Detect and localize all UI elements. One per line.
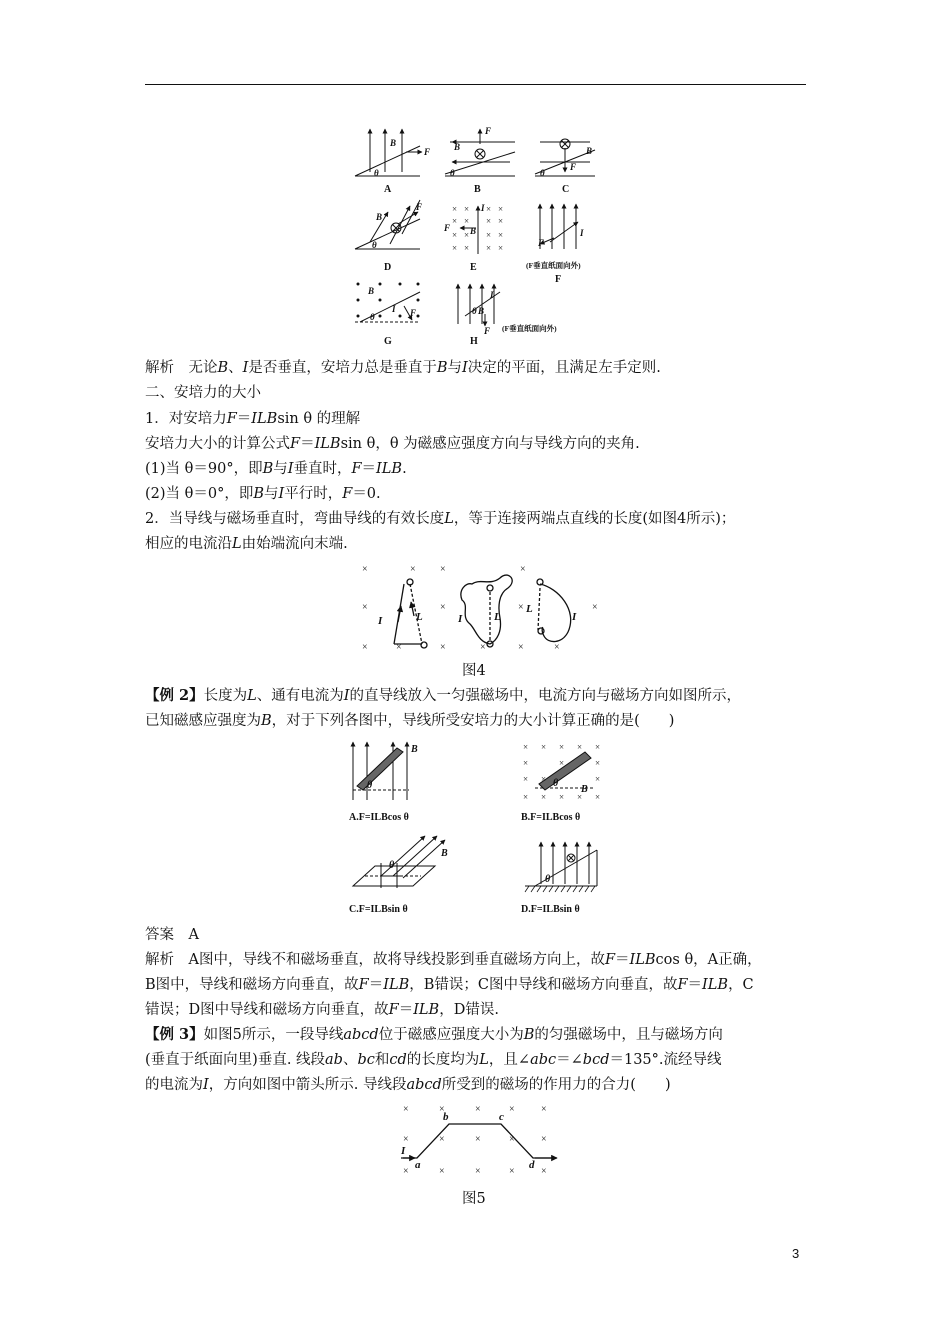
label-b: B <box>474 184 481 195</box>
letter-i-e: I <box>481 203 485 213</box>
svg-text:×: × <box>396 642 402 653</box>
fig4-l-1: L <box>416 611 423 623</box>
svg-text:×: × <box>452 230 458 240</box>
letter-b-h: B <box>478 306 485 316</box>
svg-text:×: × <box>595 792 601 802</box>
letter-theta-h: θ <box>472 306 477 316</box>
option-c-b-letter: B <box>441 848 448 859</box>
example-3-line-1: 【例 3】如图5所示，一段导线abcd位于磁感应强度大小为B的匀强磁场中，且与磁场方向 <box>145 1026 723 1043</box>
svg-text:×: × <box>595 774 601 784</box>
label-a: A <box>384 184 392 195</box>
svg-text:×: × <box>523 758 529 768</box>
svg-text:×: × <box>403 1104 409 1115</box>
letter-b-a: B <box>390 138 397 148</box>
example-2-line-2: 已知磁感应强度为B，对于下列各图中，导线所受安培力的大小计算正确的是( ) <box>145 713 675 729</box>
svg-text:×: × <box>498 230 504 240</box>
letter-b-g: B <box>368 286 375 296</box>
svg-text:×: × <box>439 1104 445 1115</box>
letter-f-e: F <box>444 223 451 233</box>
fig5-c: c <box>499 1111 504 1123</box>
letter-theta-a: θ <box>374 168 379 178</box>
svg-text:×: × <box>541 774 547 784</box>
svg-text:×: × <box>439 1134 445 1145</box>
fig5-caption: 图5 <box>462 1191 486 1207</box>
panel-f <box>540 204 578 249</box>
svg-text:×: × <box>559 742 565 752</box>
panel-d <box>355 200 423 249</box>
fig4-l-2: L <box>494 611 501 623</box>
item-2-line-1: 2．当导线与磁场垂直时，弯曲导线的有效长度L，等于连接两端点直线的长度(如图4所示)； <box>145 511 736 527</box>
svg-text:×: × <box>440 642 446 653</box>
note-h: (F垂直纸面向外) <box>502 324 557 333</box>
svg-text:×: × <box>486 216 492 226</box>
svg-text:×: × <box>509 1166 515 1177</box>
svg-text:×: × <box>523 792 529 802</box>
formula-line: 安培力大小的计算公式F＝ILBsin θ，θ 为磁感应强度方向与导线方向的夹角. <box>145 436 640 452</box>
svg-text:×: × <box>541 792 547 802</box>
label-d: D <box>384 262 392 273</box>
fig4-wavy-wire <box>461 575 512 644</box>
letter-i-f: I <box>580 228 584 238</box>
svg-text:×: × <box>595 758 601 768</box>
fig5-d: d <box>529 1159 535 1171</box>
letter-f-b: F <box>485 126 492 136</box>
note-f: (F垂直纸面向外) <box>526 261 581 270</box>
option-a-b-letter: B <box>411 744 418 755</box>
header-rule <box>145 84 806 85</box>
figure-options-svg <box>345 738 615 918</box>
figure-5-svg <box>395 1100 565 1180</box>
letter-theta-g: θ <box>370 312 375 322</box>
option-d-label: D.F=ILBsin θ <box>521 904 580 915</box>
fig4-caption: 图4 <box>462 663 486 679</box>
svg-text:×: × <box>498 243 504 253</box>
svg-text:×: × <box>518 602 524 613</box>
letter-f-h: F <box>484 326 491 336</box>
svg-text:×: × <box>452 243 458 253</box>
option-b-label: B.F=ILBcos θ <box>521 812 581 823</box>
panel-b <box>445 129 515 176</box>
option-d-theta: θ <box>545 874 551 885</box>
example-3-line-2: (垂直于纸面向里)垂直. 线段ab、bc和cd的长度均为L，且∠abc＝∠bcd＝135°.流经导线 <box>145 1052 722 1068</box>
svg-text:×: × <box>509 1134 515 1145</box>
svg-text:×: × <box>440 602 446 613</box>
letter-f-d: F <box>416 202 423 212</box>
fig4-l-3: L <box>526 603 533 615</box>
svg-text:×: × <box>403 1166 409 1177</box>
analysis-2-line-1: 解析 A图中，导线不和磁场垂直，故将导线投影到垂直磁场方向上，故F＝ILBcos θ，A正确， <box>145 952 762 968</box>
option-a-label: A.F=ILBcos θ <box>349 812 409 823</box>
option-b-theta: θ <box>553 778 559 789</box>
option-a-diagram <box>353 742 409 800</box>
figure-force-directions <box>340 124 600 349</box>
letter-b-e: B <box>470 226 477 236</box>
svg-text:×: × <box>541 1104 547 1115</box>
svg-text:×: × <box>362 642 368 653</box>
letter-b-b: B <box>454 142 461 152</box>
item-1: 1．对安培力F＝ILBsin θ 的理解 <box>145 411 361 427</box>
analysis-2-line-2: B图中，导线和磁场方向垂直，故F＝ILB，B错误；C图中导线和磁场方向垂直，故F＝ILB，C <box>145 977 754 993</box>
svg-text:×: × <box>439 1166 445 1177</box>
analysis-1: 解析 无论B、I是否垂直，安培力总是垂直于B与I决定的平面，且满足左手定则. <box>145 360 661 376</box>
svg-text:×: × <box>541 742 547 752</box>
option-c-diagram <box>353 836 445 888</box>
svg-text:×: × <box>541 1166 547 1177</box>
svg-text:×: × <box>362 564 368 575</box>
svg-text:×: × <box>452 216 458 226</box>
fig4-curved-wire <box>540 584 571 642</box>
letter-i-h: I <box>490 290 494 300</box>
option-a-theta: θ <box>367 780 373 791</box>
svg-text:×: × <box>486 243 492 253</box>
svg-text:×: × <box>362 602 368 613</box>
svg-text:×: × <box>520 564 526 575</box>
section-2-title: 二、安培力的大小 <box>145 385 261 401</box>
label-c: C <box>562 184 570 195</box>
item-2-line-2: 相应的电流沿L由始端流向末端. <box>145 536 348 552</box>
label-e: E <box>470 262 477 273</box>
svg-text:×: × <box>486 230 492 240</box>
svg-text:×: × <box>480 642 486 653</box>
figure-4-svg <box>358 560 598 655</box>
svg-text:×: × <box>464 230 470 240</box>
svg-text:×: × <box>559 758 565 768</box>
case-1: (1)当 θ＝90°，即B与I垂直时，F＝ILB. <box>145 461 407 477</box>
panel-h <box>458 284 500 326</box>
svg-text:×: × <box>509 1104 515 1115</box>
svg-text:×: × <box>577 742 583 752</box>
case-2: (2)当 θ＝0°，即B与I平行时，F＝0. <box>145 486 381 502</box>
fig5-i: I <box>401 1145 406 1157</box>
svg-text:×: × <box>498 216 504 226</box>
letter-theta-b: θ <box>450 168 455 178</box>
svg-text:×: × <box>498 204 504 214</box>
letter-f-f: F <box>538 238 545 248</box>
page-number: 3 <box>792 1246 800 1261</box>
panel-a <box>355 129 422 176</box>
example-3-line-3: 的电流为I，方向如图中箭头所示. 导线段abcd所受到的磁场的作用力的合力( ) <box>145 1077 671 1093</box>
fig5-b: b <box>443 1111 449 1123</box>
svg-text:×: × <box>595 742 601 752</box>
svg-text:×: × <box>577 792 583 802</box>
svg-text:×: × <box>475 1134 481 1145</box>
answer-line: 答案 A <box>145 927 199 943</box>
figure-5 <box>395 1100 565 1180</box>
option-b-b-letter: B <box>581 784 588 795</box>
option-c-theta: θ <box>389 860 395 871</box>
letter-theta-c: θ <box>540 168 545 178</box>
svg-text:×: × <box>403 1134 409 1145</box>
label-h: H <box>470 336 478 347</box>
letter-f-c: F <box>570 162 577 172</box>
svg-text:×: × <box>410 564 416 575</box>
figure-options <box>345 738 615 918</box>
fig5-a: a <box>415 1159 421 1171</box>
svg-text:×: × <box>523 742 529 752</box>
svg-text:×: × <box>475 1166 481 1177</box>
fig4-i-3: I <box>572 611 577 623</box>
label-f: F <box>555 274 562 285</box>
example-2-line-1: 【例 2】长度为L、通有电流为I的直导线放入一匀强磁场中，电流方向与磁场方向如图所示， <box>145 687 742 704</box>
option-c-label: C.F=ILBsin θ <box>349 904 408 915</box>
svg-text:×: × <box>464 243 470 253</box>
svg-text:×: × <box>475 1104 481 1115</box>
svg-text:×: × <box>541 1134 547 1145</box>
svg-text:×: × <box>554 642 560 653</box>
letter-i-g: I <box>392 304 396 314</box>
letter-f-a: F <box>424 147 431 157</box>
svg-text:×: × <box>523 774 529 784</box>
svg-text:×: × <box>486 204 492 214</box>
svg-text:×: × <box>452 204 458 214</box>
svg-text:×: × <box>464 216 470 226</box>
figure-4 <box>358 560 598 655</box>
letter-theta-d: θ <box>372 240 377 250</box>
analysis-2-line-3: 错误；D图中导线和磁场方向垂直，故F＝ILB，D错误. <box>145 1002 499 1018</box>
option-d-diagram <box>525 842 597 892</box>
svg-text:×: × <box>592 602 598 613</box>
letter-f-g: F <box>410 308 417 318</box>
label-g: G <box>384 336 392 347</box>
figure-force-directions-svg <box>340 124 600 349</box>
letter-b-c: B <box>586 146 593 156</box>
svg-text:×: × <box>440 564 446 575</box>
fig5-crosses <box>403 1104 547 1177</box>
letter-b-d: B <box>376 212 383 222</box>
svg-text:×: × <box>464 204 470 214</box>
fig4-i-2: I <box>458 613 463 625</box>
svg-text:×: × <box>518 642 524 653</box>
svg-text:×: × <box>559 792 565 802</box>
fig4-i-1: I <box>378 615 383 627</box>
